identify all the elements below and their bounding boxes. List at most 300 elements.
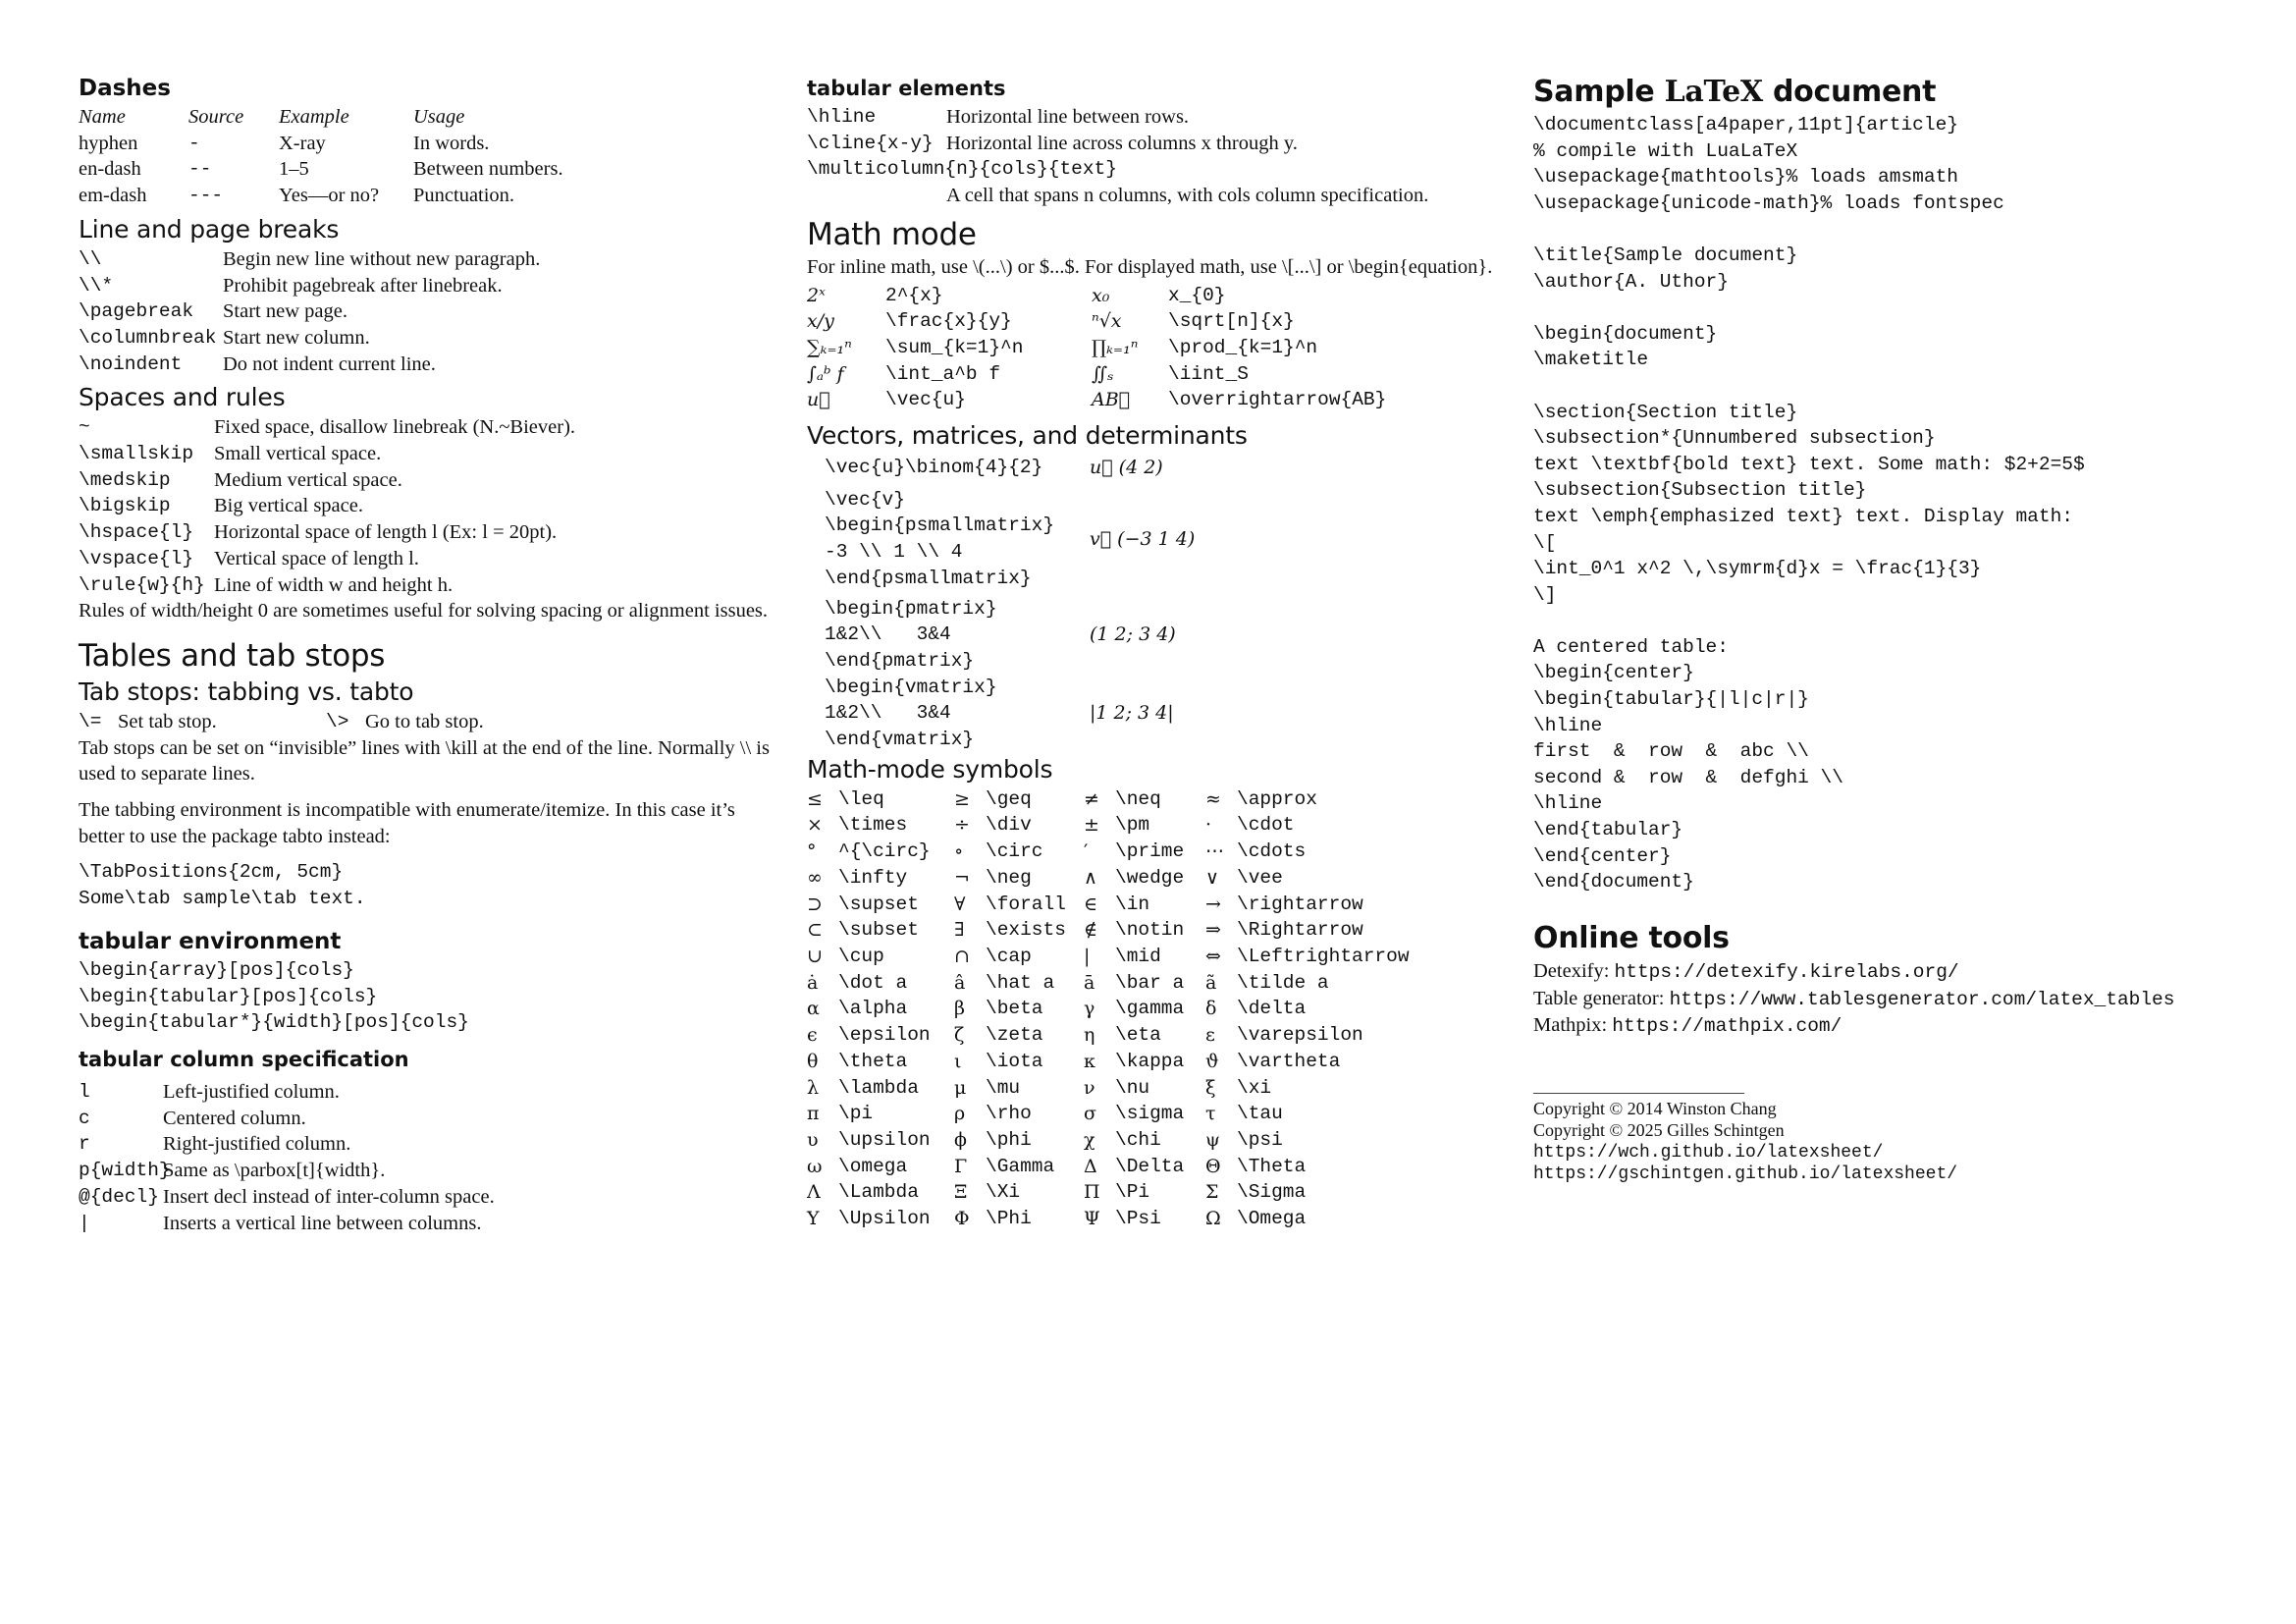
symbol-glyph: Σ: [1205, 1181, 1219, 1204]
space-row: [79, 519, 780, 546]
symbol-cmd: \vartheta: [1237, 1050, 1341, 1072]
symbol-glyph: →: [1205, 893, 1221, 915]
dash-name: em-dash: [79, 185, 147, 207]
symbol-cmd: \approx: [1237, 787, 1317, 810]
dashes-header-row: [79, 104, 563, 131]
symbol-glyph: â: [954, 971, 966, 994]
spec-desc: Inserts a vertical line between columns.: [163, 1212, 482, 1234]
spec-desc: Same as \parbox[t]{width}.: [163, 1160, 386, 1182]
symbol-row: [807, 1022, 1410, 1049]
symbol-cmd: \cup: [838, 945, 884, 967]
math-render: ∏ₖ₌₁ⁿ: [1092, 336, 1139, 358]
sample-code-line: \end{center}: [1533, 844, 1672, 867]
online-item: [1533, 986, 2240, 1013]
symbol-cmd: \Lambda: [838, 1181, 919, 1204]
math-cmd: \frac{x}{y}: [885, 310, 1012, 333]
multicol-desc: A cell that spans n columns, with cols column specification.: [946, 185, 1429, 207]
symbol-glyph: ε: [1205, 1024, 1215, 1047]
dash-name: hyphen: [79, 132, 138, 154]
math-cmd: \prod_{k=1}^n: [1168, 336, 1318, 358]
tab-cmd: \>: [326, 710, 349, 732]
symbol-row: [807, 1101, 1410, 1127]
vector-code-line: \end{psmallmatrix}: [825, 567, 1032, 589]
math-render: x₀: [1092, 284, 1110, 306]
symbol-glyph: ∨: [1205, 866, 1219, 889]
symbol-cmd: \upsilon: [838, 1128, 931, 1151]
vector-render: u⃗ (4 2): [1090, 457, 1163, 479]
symbol-cmd: \sigma: [1115, 1103, 1185, 1125]
dash-example: 1–5: [279, 158, 309, 181]
vector-item: [825, 455, 1514, 481]
symbol-cmd: \zeta: [986, 1024, 1043, 1047]
symbol-cmd: \notin: [1115, 919, 1185, 942]
symbol-cmd: \Upsilon: [838, 1208, 931, 1230]
spaces-heading: Spaces and rules: [79, 383, 286, 412]
vector-item: [825, 487, 1514, 592]
vectors-list: [807, 455, 1514, 753]
symbol-glyph: ·: [1205, 814, 1212, 837]
symbol-glyph: ∩: [954, 945, 970, 967]
sample-code-line: [1533, 216, 2240, 243]
tab-paragraph-2: The tabbing environment is incompatible with enumerate/itemize. In this case it’s better to use the package tabto instead:: [79, 799, 735, 847]
spec-cmd: p{width}: [79, 1160, 171, 1182]
break-row: [79, 273, 780, 299]
spaces-list: [79, 414, 780, 624]
symbol-row: [807, 1049, 1410, 1075]
break-desc: Prohibit pagebreak after linebreak.: [223, 274, 503, 297]
symbol-cmd: \exists: [986, 919, 1066, 942]
space-cmd: \vspace{l}: [79, 547, 194, 569]
symbol-cmd: \forall: [986, 893, 1066, 915]
space-cmd: \bigskip: [79, 495, 171, 517]
symbol-glyph: ⊃: [807, 893, 823, 915]
online-item: [1533, 958, 2240, 986]
vector-code-line: \begin{psmallmatrix}: [825, 514, 1055, 537]
symbol-cmd: \Phi: [986, 1208, 1032, 1230]
symbol-glyph: ã: [1205, 971, 1217, 994]
symbol-cmd: \hat a: [986, 971, 1055, 994]
symbol-glyph: Φ: [954, 1208, 970, 1230]
symbol-cmd: \dot a: [838, 971, 908, 994]
symbol-cmd: \rightarrow: [1237, 893, 1363, 915]
space-desc: Fixed space, disallow linebreak (N.~Biever).: [214, 416, 576, 439]
math-row: [807, 335, 1386, 361]
vector-code-line: \vec{u}\binom{4}{2}: [825, 457, 1043, 479]
sample-code-line: \documentclass[a4paper,11pt]{article}: [1533, 114, 1958, 135]
symbol-cmd: \prime: [1115, 840, 1185, 863]
symbol-cmd: \theta: [838, 1050, 908, 1072]
sample-code-line: \maketitle: [1533, 349, 1649, 371]
spec-row: [79, 1079, 780, 1106]
dash-example: Yes—or no?: [279, 185, 380, 207]
symbol-glyph: η: [1084, 1024, 1095, 1047]
spec-desc: Right-justified column.: [163, 1133, 351, 1156]
tab-element-cmd: \multicolumn{n}{cols}{text}: [807, 158, 1117, 181]
sample-code-line: \hline: [1533, 714, 1603, 736]
spec-cmd: @{decl}: [79, 1185, 159, 1208]
tab-element-desc: Horizontal line between rows.: [946, 106, 1190, 128]
symbol-row: [807, 1154, 1410, 1180]
sample-code-line: \hline: [1533, 792, 1603, 815]
symbol-glyph: °: [807, 840, 817, 863]
symbol-row: [807, 1179, 1410, 1206]
online-label: Mathpix:: [1533, 1014, 1613, 1037]
space-row: [79, 493, 780, 519]
symbol-glyph: |: [1084, 945, 1091, 967]
sample-code-line: \]: [1533, 583, 1557, 606]
breaks-heading: Line and page breaks: [79, 214, 340, 244]
vector-item: [825, 596, 1514, 675]
symbol-glyph: ν: [1084, 1076, 1095, 1099]
dashes-header: Example: [279, 106, 349, 128]
break-desc: Start new column.: [223, 326, 370, 349]
symbol-glyph: Π: [1084, 1181, 1100, 1204]
math-heading: Math mode: [807, 216, 977, 252]
tab-cmds: [79, 709, 780, 735]
symbol-cmd: \circ: [986, 840, 1043, 863]
space-row: [79, 572, 780, 599]
symbol-cmd: \mid: [1115, 945, 1161, 967]
space-desc: Big vertical space.: [214, 495, 363, 517]
symbol-glyph: θ: [807, 1050, 819, 1072]
symbol-glyph: ι: [954, 1050, 962, 1072]
online-link[interactable]: https://www.tablesgenerator.com/latex_tables: [1669, 988, 2175, 1010]
tab-element-desc: Horizontal line across columns x through y.: [946, 132, 1298, 154]
symbol-glyph: α: [807, 998, 820, 1020]
space-row: [79, 414, 780, 441]
dash-example: X-ray: [279, 132, 326, 154]
symbol-glyph: ψ: [1205, 1128, 1220, 1151]
symbol-cmd: \epsilon: [838, 1024, 931, 1047]
online-link[interactable]: https://mathpix.com/: [1612, 1015, 1842, 1038]
tab-element-row: [807, 131, 1514, 157]
break-desc: Begin new line without new paragraph.: [223, 247, 541, 270]
vector-code: [825, 596, 1090, 675]
symbol-cmd: \tilde a: [1237, 971, 1329, 994]
symbol-cmd: \pi: [838, 1103, 874, 1125]
sample-code: [1533, 112, 2240, 895]
break-cmd: \noindent: [79, 352, 183, 375]
symbol-glyph: ∃: [954, 919, 965, 942]
break-row: [79, 246, 780, 273]
sample-code-line: \title{Sample document}: [1533, 244, 1798, 266]
symbol-glyph: ≤: [807, 787, 823, 810]
symbol-glyph: δ: [1205, 998, 1217, 1020]
vectors-heading: Vectors, matrices, and determinants: [807, 421, 1248, 451]
symbol-cmd: \chi: [1115, 1128, 1161, 1151]
symbol-cmd: \in: [1115, 893, 1150, 915]
symbol-cmd: \Omega: [1237, 1208, 1307, 1230]
symbol-cmd: \cap: [986, 945, 1032, 967]
symbol-glyph: ⇒: [1205, 919, 1221, 942]
break-desc: Start new page.: [223, 300, 347, 323]
symbol-glyph: ȧ: [807, 971, 819, 994]
symbol-cmd: \gamma: [1115, 998, 1185, 1020]
symbol-cmd: \cdots: [1237, 840, 1307, 863]
symbols-heading: Math-mode symbols: [807, 754, 1053, 784]
symbol-cmd: \infty: [838, 866, 908, 889]
symbol-row: [807, 970, 1410, 997]
spec-desc: Centered column.: [163, 1107, 306, 1129]
symbol-glyph: ¬: [954, 866, 970, 889]
symbol-glyph: κ: [1084, 1050, 1095, 1072]
sample-code-line: \int_0^1 x^2 \,\symrm{d}x = \frac{1}{3}: [1533, 558, 1982, 580]
symbol-glyph: Υ: [807, 1208, 820, 1230]
footer-url[interactable]: https://gschintgen.github.io/latexsheet/: [1533, 1164, 1958, 1185]
symbol-cmd: \eta: [1115, 1024, 1161, 1047]
math-cmd: \vec{u}: [885, 389, 966, 411]
spec-desc: Insert decl instead of inter-column space.: [163, 1185, 495, 1208]
sample-code-line: A centered table:: [1533, 635, 1729, 658]
sample-code-line: \subsection*{Unnumbered subsection}: [1533, 427, 1936, 450]
symbol-glyph: ÷: [954, 814, 970, 837]
symbol-cmd: \pm: [1115, 814, 1150, 837]
symbol-glyph: τ: [1205, 1103, 1216, 1125]
math-cmd: 2^{x}: [885, 284, 943, 306]
symbol-cmd: \subset: [838, 919, 919, 942]
symbol-row: [807, 917, 1410, 944]
spec-cmd: |: [79, 1212, 90, 1234]
spec-cmd: c: [79, 1107, 90, 1129]
symbol-cmd: \Gamma: [986, 1155, 1055, 1177]
break-cmd: \\*: [79, 274, 114, 297]
space-cmd: \smallskip: [79, 443, 194, 465]
column-1: [79, 73, 780, 1236]
sample-code-line: \[: [1533, 531, 1557, 554]
math-row: [807, 361, 1386, 388]
symbol-glyph: ϵ: [807, 1024, 818, 1047]
break-cmd: \\: [79, 247, 102, 270]
dashes-row: [79, 156, 563, 183]
space-row: [79, 441, 780, 467]
copyright-line: Copyright © 2014 Winston Chang: [1533, 1098, 1777, 1118]
colspec-list: [79, 1079, 780, 1236]
footer: [1533, 1093, 1958, 1186]
colspec-heading: tabular column specification: [79, 1047, 409, 1071]
symbol-glyph: υ: [807, 1128, 819, 1151]
symbol-cmd: \wedge: [1115, 866, 1185, 889]
break-row: [79, 325, 780, 352]
dash-usage: In words.: [413, 132, 490, 154]
math-cmd: x_{0}: [1168, 284, 1226, 306]
tabstops-heading: Tab stops: tabbing vs. tabto: [79, 677, 414, 706]
symbol-row: [807, 1075, 1410, 1102]
spec-cmd: l: [79, 1080, 90, 1103]
break-row: [79, 352, 780, 378]
vector-code-line: -3 \\ 1 \\ 4: [825, 541, 963, 564]
symbol-glyph: ∈: [1084, 893, 1098, 915]
symbol-glyph: ω: [807, 1155, 823, 1177]
dash-source: -: [188, 132, 200, 154]
dashes-row: [79, 183, 563, 209]
symbol-glyph: Ξ: [954, 1181, 968, 1204]
symbol-glyph: ∉: [1084, 919, 1098, 942]
symbol-glyph: ϑ: [1205, 1050, 1219, 1072]
sample-title-prefix: Sample: [1533, 75, 1665, 109]
symbol-cmd: \Psi: [1115, 1208, 1161, 1230]
symbol-glyph: ⊂: [807, 919, 823, 942]
symbol-cmd: \omega: [838, 1155, 908, 1177]
math-cmd: \iint_S: [1168, 362, 1249, 385]
latex-logo: LaTeX: [1664, 75, 1763, 109]
space-desc: Small vertical space.: [214, 443, 382, 465]
symbol-glyph: ×: [807, 814, 823, 837]
vector-item: [825, 675, 1514, 753]
dashes-table: [79, 104, 563, 209]
symbol-cmd: \supset: [838, 893, 919, 915]
symbol-glyph: ξ: [1205, 1076, 1216, 1099]
online-link[interactable]: https://detexify.kirelabs.org/: [1614, 960, 1959, 983]
vector-code-line: \end{vmatrix}: [825, 729, 975, 751]
math-intro: For inline math, use \(...\) or $...$. For displayed math, use \[...\] or \begin{equation}.: [807, 255, 1493, 278]
break-row: [79, 298, 780, 325]
symbol-row: [807, 1127, 1410, 1154]
vector-render: v⃗ (−3 1 4): [1090, 527, 1196, 550]
vector-code-line: \begin{pmatrix}: [825, 597, 997, 620]
sample-code-line: \author{A. Uthor}: [1533, 270, 1729, 293]
symbol-glyph: ∀: [954, 893, 966, 915]
tab-element-cmd: \cline{x-y}: [807, 132, 934, 154]
column-2: [807, 73, 1514, 1232]
sample-heading: [1533, 73, 2240, 112]
sample-code-line: % compile with LuaLaTeX: [1533, 139, 1798, 162]
math-cmd: \sqrt[n]{x}: [1168, 310, 1295, 333]
symbol-cmd: \phi: [986, 1128, 1032, 1151]
math-cmd: \sum_{k=1}^n: [885, 336, 1024, 358]
symbol-cmd: \times: [838, 814, 908, 837]
math-render: ⁿ√x: [1092, 310, 1122, 333]
tab-element-row: [807, 104, 1514, 131]
symbol-cmd: \neg: [986, 866, 1032, 889]
symbol-cmd: \rho: [986, 1103, 1032, 1125]
symbol-glyph: Ψ: [1084, 1208, 1100, 1230]
symbol-glyph: γ: [1084, 998, 1095, 1020]
symbol-cmd: \Rightarrow: [1237, 919, 1363, 942]
sample-code-line: [1533, 295, 2240, 321]
symbol-glyph: μ: [954, 1076, 967, 1099]
sample-code-line: \begin{document}: [1533, 322, 1718, 345]
symbol-glyph: ā: [1084, 971, 1095, 994]
symbol-glyph: Θ: [1205, 1155, 1221, 1177]
symbol-glyph: λ: [807, 1076, 820, 1099]
math-table: [807, 283, 1386, 414]
math-render: AB⃗: [1092, 389, 1131, 411]
sample-code-line: [1533, 373, 2240, 400]
vector-code-line: 1&2\\ 3&4: [825, 623, 951, 646]
symbol-cmd: \tau: [1237, 1103, 1283, 1125]
sample-code-line: [1533, 608, 2240, 634]
symbol-row: [807, 944, 1410, 970]
space-desc: Line of width w and height h.: [214, 573, 454, 596]
symbol-cmd: \beta: [986, 998, 1043, 1020]
dashes-header: Source: [188, 106, 244, 128]
sample-code-line: \begin{tabular}{|l|c|r|}: [1533, 688, 1809, 711]
vector-code-line: \vec{v}: [825, 488, 905, 511]
sample-code-line: \end{document}: [1533, 871, 1694, 893]
spec-row: [79, 1158, 780, 1184]
symbol-glyph: ρ: [954, 1103, 966, 1125]
math-cmd: \int_a^b f: [885, 362, 1001, 385]
symbol-glyph: ∘: [954, 840, 964, 863]
tab-paragraph-1: Tab stops can be set on “invisible” lines with \kill at the end of the line. Normally \\ is used to separate lines.: [79, 736, 770, 785]
math-render: ∫ₐᵇ f: [807, 362, 844, 385]
symbol-glyph: Λ: [807, 1181, 821, 1204]
spec-row: [79, 1211, 780, 1237]
symbol-glyph: ≠: [1084, 787, 1099, 810]
space-desc: Vertical space of length l.: [214, 547, 419, 569]
dash-name: en-dash: [79, 158, 141, 181]
symbol-cmd: \bar a: [1115, 971, 1185, 994]
symbol-cmd: \delta: [1237, 998, 1307, 1020]
tab-elements-heading: tabular elements: [807, 77, 1006, 100]
tables-heading: Tables and tab stops: [79, 637, 386, 674]
sample-code-line: first & row & abc \\: [1533, 740, 1809, 763]
math-render: ∑ₖ₌₁ⁿ: [807, 336, 852, 358]
symbol-cmd: \Sigma: [1237, 1181, 1307, 1204]
symbol-cmd: \psi: [1237, 1128, 1283, 1151]
symbol-cmd: \varepsilon: [1237, 1024, 1363, 1047]
dashes-header: Name: [79, 106, 126, 128]
tab-code-line: Some\tab sample\tab text.: [79, 888, 366, 910]
symbol-cmd: \geq: [986, 787, 1032, 810]
footer-url[interactable]: https://wch.github.io/latexsheet/: [1533, 1142, 1884, 1163]
env-line: \begin{tabular}[pos]{cols}: [79, 985, 378, 1007]
dash-source: ---: [188, 185, 224, 207]
symbol-glyph: ⋯: [1205, 840, 1224, 863]
tabular-env-heading: tabular environment: [79, 928, 342, 954]
symbol-cmd: \Leftrightarrow: [1237, 945, 1410, 967]
online-item: [1533, 1012, 2240, 1040]
math-row: [807, 283, 1386, 309]
vector-code-line: 1&2\\ 3&4: [825, 702, 951, 725]
sample-code-line: \begin{center}: [1533, 662, 1694, 684]
space-cmd: ~: [79, 416, 90, 439]
dashes-heading: Dashes: [79, 76, 171, 101]
symbol-cmd: \nu: [1115, 1076, 1150, 1099]
online-label: Table generator:: [1533, 987, 1670, 1009]
symbol-cmd: \Pi: [1115, 1181, 1150, 1204]
dash-usage: Punctuation.: [413, 185, 515, 207]
symbol-cmd: \kappa: [1115, 1050, 1185, 1072]
symbol-glyph: ∞: [807, 866, 823, 889]
tab-element-cmd: \hline: [807, 106, 877, 128]
online-heading: Online tools: [1533, 920, 1730, 955]
symbol-glyph: ≥: [954, 787, 970, 810]
space-cmd: \hspace{l}: [79, 521, 194, 544]
vector-render: |1 2; 3 4|: [1090, 702, 1174, 725]
env-line: \begin{tabular*}{width}[pos]{cols}: [79, 1011, 469, 1034]
vector-render: (1 2; 3 4): [1090, 623, 1176, 646]
symbol-row: [807, 996, 1410, 1022]
math-cmd: \overrightarrow{AB}: [1168, 389, 1387, 411]
math-row: [807, 308, 1386, 335]
vector-code: [825, 455, 1090, 481]
dashes-header: Usage: [413, 106, 465, 128]
tab-code-line: \TabPositions{2cm, 5cm}: [79, 861, 344, 884]
tab-elements-list: [807, 104, 1514, 209]
break-desc: Do not indent current line.: [223, 352, 436, 375]
symbol-glyph: Δ: [1084, 1155, 1097, 1177]
symbol-row: [807, 786, 1410, 813]
copyright-line: Copyright © 2025 Gilles Schintgen: [1533, 1120, 1785, 1141]
space-desc: Horizontal space of length l (Ex: l = 20pt).: [214, 521, 558, 544]
spec-row: [79, 1106, 780, 1132]
sample-code-line: \section{Section title}: [1533, 401, 1798, 423]
vector-code-line: \end{pmatrix}: [825, 649, 975, 672]
symbol-cmd: \alpha: [838, 998, 908, 1020]
symbol-cmd: \cdot: [1237, 814, 1295, 837]
vector-code-line: \begin{vmatrix}: [825, 676, 997, 698]
